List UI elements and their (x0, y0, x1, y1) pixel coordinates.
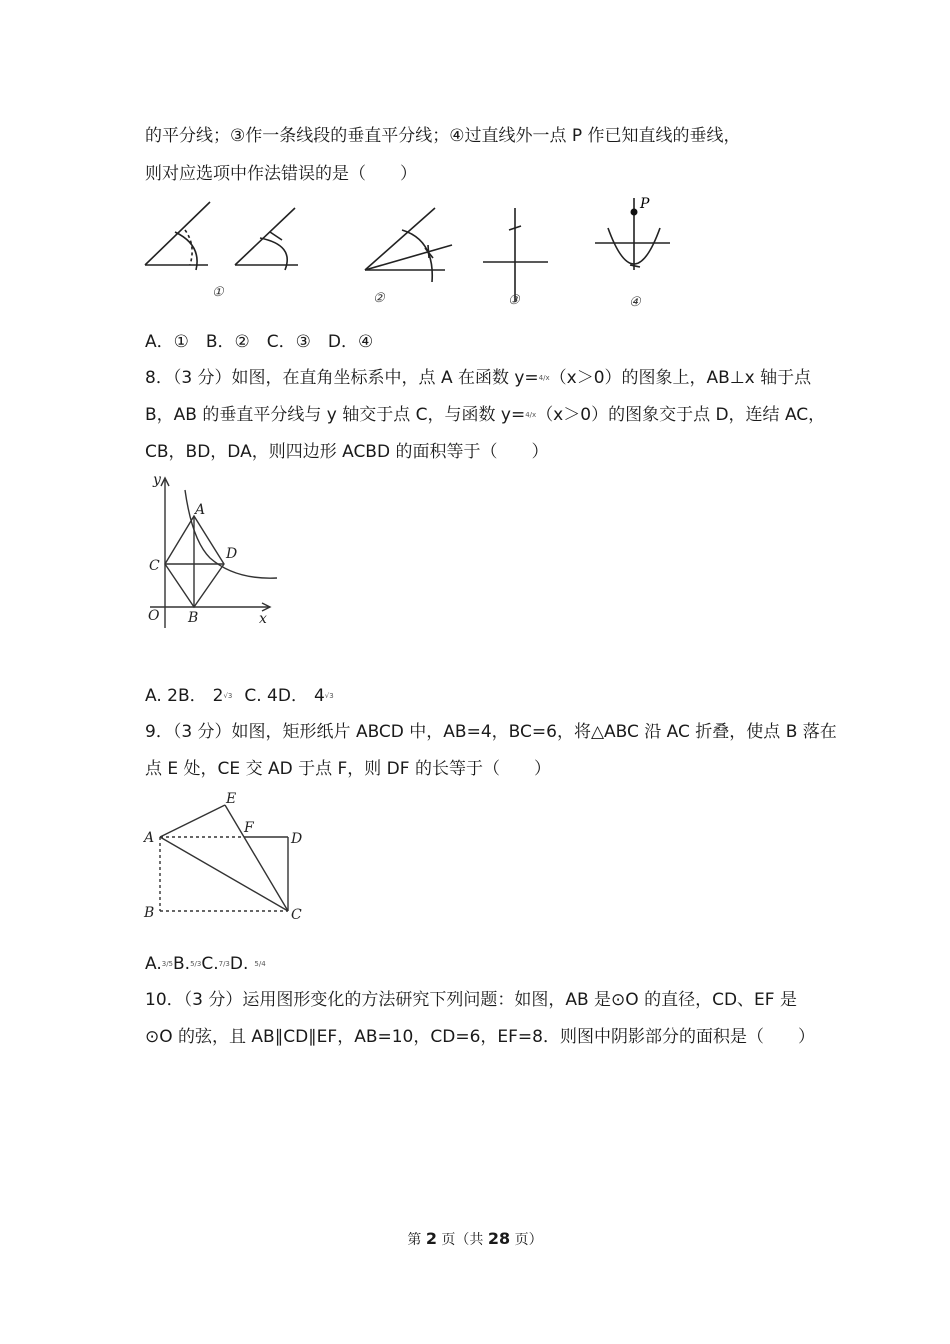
q7-text-line1: 的平分线；③作一条线段的垂直平分线；④过直线外一点 P 作已知直线的垂线， (145, 126, 741, 146)
q8-line2a: B，AB 的垂直平分线与 y 轴交于点 C，与函数 y= (145, 405, 526, 425)
q9-opt-d: D. (229, 954, 249, 974)
q8-opt-a: A. 2B． (145, 686, 207, 706)
q7-point-p-label: P (640, 196, 650, 212)
q7-construction-figures (140, 190, 700, 315)
q8-text-line3: CB，BD，DA，则四边形 ACBD 的面积等于（ ） (145, 442, 549, 462)
q8-label-c: C (149, 558, 160, 574)
q9-label-a: A (144, 830, 155, 846)
q8-text-line1 (145, 367, 811, 389)
q8-opt-cd: C. 4D． (244, 686, 308, 706)
q8-label-d: D (226, 546, 238, 562)
q7-text-line2: 则对应选项中作法错误的是（ ） (145, 164, 417, 184)
q9-options (145, 953, 266, 975)
q10-text-line1: 10．（3 分）运用图形变化的方法研究下列问题：如图，AB 是⊙O 的直径，CD、EF 是 (145, 990, 797, 1010)
footer-total-pages: 28 (487, 1229, 511, 1248)
q9-frac-b: 5/3 (190, 960, 202, 968)
q8-options (145, 685, 334, 707)
q9-opt-b: B. (173, 954, 191, 974)
q9-label-b: B (144, 905, 155, 921)
q9-opt-a: A. (145, 954, 162, 974)
page-footer (0, 1229, 950, 1249)
q9-figure (140, 785, 320, 929)
q7-figures (140, 190, 700, 319)
q8-fraction-2: 4/x (525, 411, 537, 419)
q7-fig-label-1: ① (212, 285, 224, 300)
q8-figure (140, 470, 290, 639)
q8-label-o: O (148, 608, 160, 624)
q8-line1b: （x＞0）的图象上，AB⊥x 轴于点 (549, 368, 812, 388)
q8-line1a: 8．（3 分）如图，在直角坐标系中，点 A 在函数 y= (145, 368, 539, 388)
q8-label-y: y (153, 472, 161, 488)
q8-opt-b-num: 2 (212, 686, 224, 706)
footer-post: 页） (510, 1232, 543, 1248)
q9-rectangle-fold-figure (140, 785, 320, 925)
q9-text-line1: 9．（3 分）如图，矩形纸片 ABCD 中，AB=4，BC=6，将△ABC 沿 AC 折叠，使点 B 落在 (145, 722, 837, 742)
q9-label-d: D (291, 831, 303, 847)
q9-frac-c: 7/3 (218, 960, 230, 968)
q7-fig-label-2: ② (373, 291, 385, 306)
footer-page-number: 2 (425, 1229, 437, 1248)
q10-text-line2: ⊙O 的弦，且 AB∥CD∥EF，AB=10，CD=6，EF=8．则图中阴影部分的面积是（ ） (145, 1027, 815, 1047)
q9-label-c: C (291, 907, 302, 923)
q8-fraction-1: 4/x (538, 374, 550, 382)
q8-label-b: B (188, 610, 199, 626)
q9-frac-d: 5/4 (254, 960, 266, 968)
q8-text-line2 (145, 404, 825, 426)
q9-label-f: F (244, 820, 254, 836)
q9-text-line2: 点 E 处，CE 交 AD 于点 F，则 DF 的长等于（ ） (145, 759, 551, 779)
q8-line2b: （x＞0）的图象交于点 D，连结 AC， (536, 405, 826, 425)
q7-options: A．① B．② C．③ D．④ (145, 332, 374, 352)
q9-frac-a: 3/5 (161, 960, 173, 968)
q8-opt-d-num: 4 (313, 686, 325, 706)
q7-fig-label-3: ③ (508, 293, 520, 308)
footer-mid: 页（共 (436, 1232, 488, 1248)
q8-sqrt-1: √3 (223, 692, 233, 700)
q8-coordinate-figure (140, 470, 290, 635)
footer-pre: 第 (407, 1232, 426, 1248)
q8-sqrt-2: √3 (324, 692, 334, 700)
q9-opt-c: C. (201, 954, 219, 974)
q8-label-a: A (195, 502, 206, 518)
q9-label-e: E (226, 791, 237, 807)
q7-fig-label-4: ④ (629, 295, 641, 310)
q8-label-x: x (259, 611, 267, 627)
